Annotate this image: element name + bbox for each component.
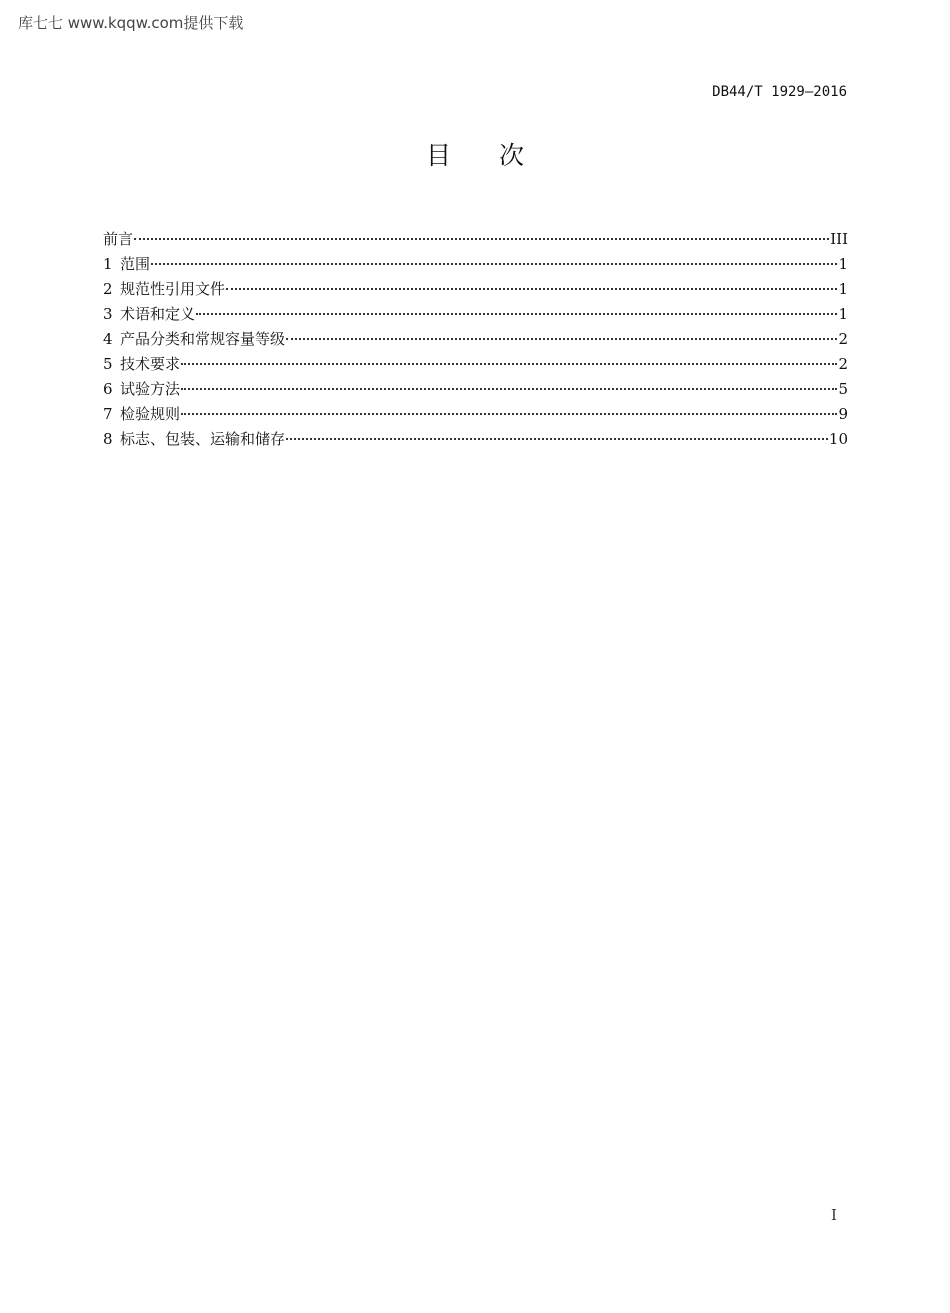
toc-entry-number: 5 [103, 355, 113, 373]
toc-entry-label: 前言 [103, 230, 134, 248]
toc-entry-test-methods[interactable] [103, 379, 848, 404]
toc-entry-number: 4 [103, 330, 113, 348]
watermark-text: 库七七 www.kqqw.com提供下载 [18, 14, 244, 32]
toc-entry-number: 8 [103, 430, 113, 448]
toc-leader-dots [286, 434, 828, 440]
toc-title: 目次 [425, 141, 572, 170]
toc-entry-technical-requirements[interactable] [103, 354, 848, 379]
toc-entry-number: 2 [103, 280, 113, 298]
toc-entry-marking-packaging[interactable] [103, 429, 848, 454]
toc-entry-page: 2 [838, 355, 848, 373]
toc-entry-label: 规范性引用文件 [120, 280, 226, 298]
toc-entry-foreword[interactable] [103, 229, 848, 254]
toc-entry-label: 产品分类和常规容量等级 [120, 330, 286, 348]
toc-entry-label: 范围 [120, 255, 151, 273]
toc-leader-dots [151, 259, 837, 265]
toc-entry-number: 3 [103, 305, 113, 323]
toc-entry-page: 2 [838, 330, 848, 348]
toc-leader-dots [181, 384, 837, 390]
toc-entry-terms-definitions[interactable] [103, 304, 848, 329]
toc-leader-dots [181, 409, 837, 415]
toc-entry-label: 检验规则 [120, 405, 181, 423]
toc-entry-page: 5 [838, 380, 848, 398]
toc-entry-scope[interactable] [103, 254, 848, 279]
toc-entry-page: 1 [838, 255, 848, 273]
toc-entry-page: 1 [838, 280, 848, 298]
toc-entry-number: 6 [103, 380, 113, 398]
toc-leader-dots [181, 359, 837, 365]
table-of-contents [103, 229, 848, 454]
toc-leader-dots [286, 334, 837, 340]
toc-entry-number: 1 [103, 255, 113, 273]
toc-leader-dots [226, 284, 837, 290]
toc-entry-label: 技术要求 [120, 355, 181, 373]
toc-entry-page: 1 [838, 305, 848, 323]
toc-entry-page: III [830, 230, 848, 248]
toc-entry-classification[interactable] [103, 329, 848, 354]
toc-entry-label: 术语和定义 [120, 305, 196, 323]
toc-entry-label: 标志、包装、运输和储存 [120, 430, 286, 448]
page-number: I [831, 1206, 837, 1224]
standard-code: DB44/T 1929—2016 [712, 84, 847, 100]
toc-entry-number: 7 [103, 405, 113, 423]
toc-entry-label: 试验方法 [120, 380, 181, 398]
toc-leader-dots [196, 309, 837, 315]
toc-entry-normative-references[interactable] [103, 279, 848, 304]
toc-entry-inspection-rules[interactable] [103, 404, 848, 429]
toc-leader-dots [134, 234, 829, 240]
toc-entry-page: 10 [828, 430, 848, 448]
toc-entry-page: 9 [838, 405, 848, 423]
